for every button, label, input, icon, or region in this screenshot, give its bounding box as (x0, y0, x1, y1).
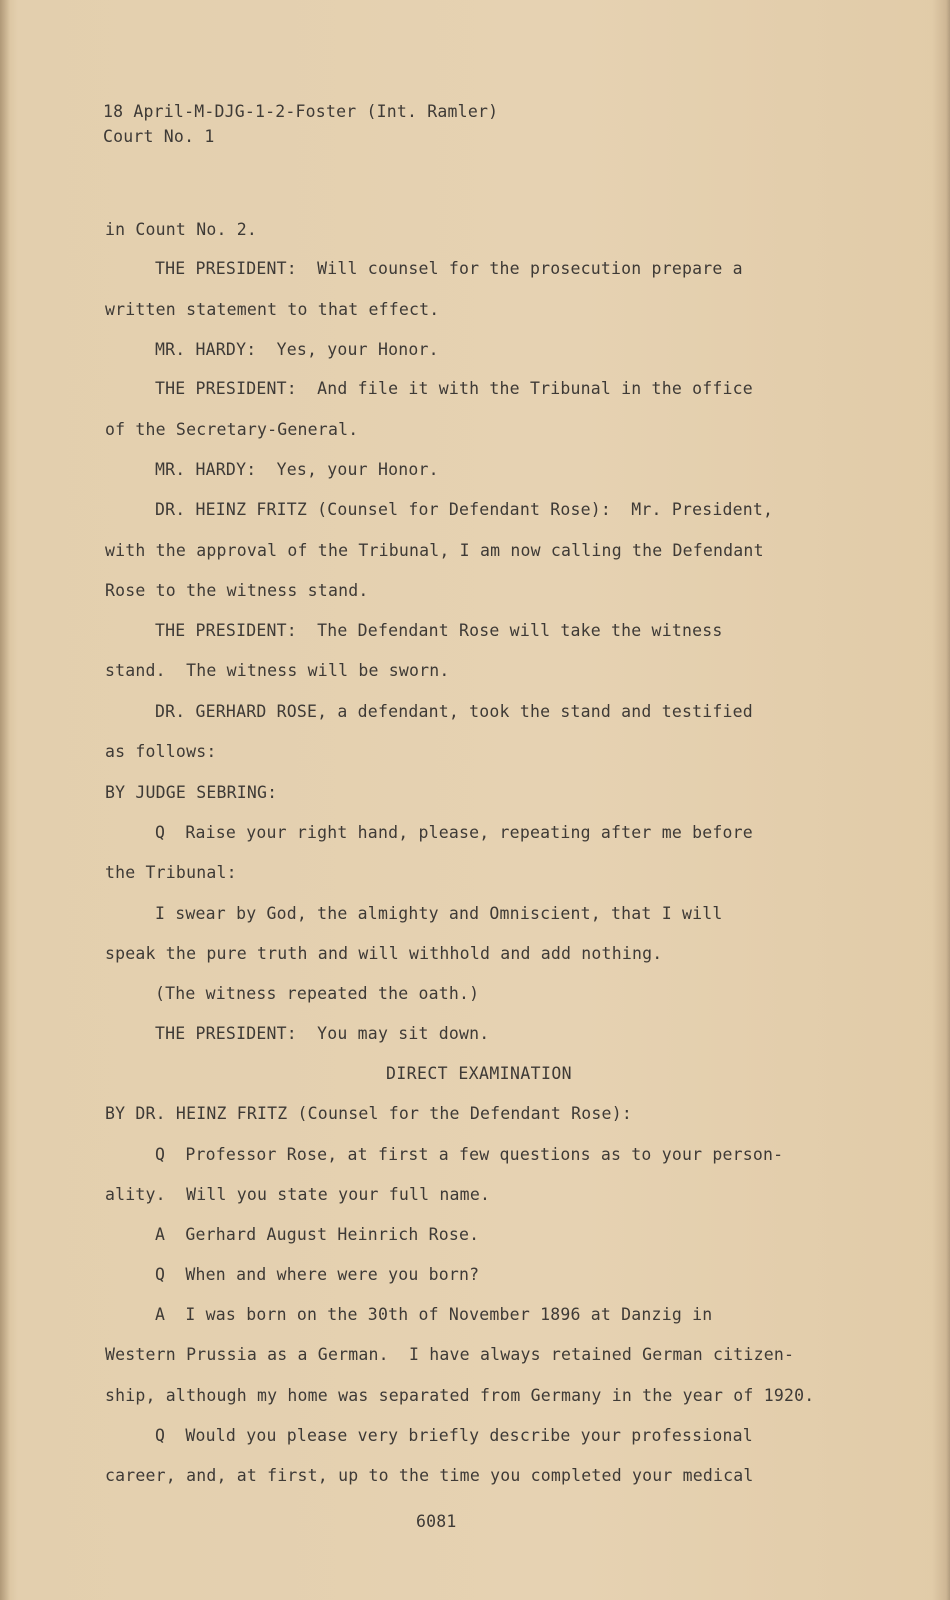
text-line: MR. HARDY: Yes, your Honor. (155, 460, 439, 479)
header-session-code: 18 April-M-DJG-1-2-Foster (Int. Ramler) (103, 102, 499, 121)
text-line: THE PRESIDENT: Will counsel for the prosecution prepare a (155, 259, 743, 278)
text-line: ality. Will you state your full name. (105, 1185, 491, 1204)
text-line: A Gerhard August Heinrich Rose. (155, 1225, 480, 1244)
text-line: BY DR. HEINZ FRITZ (Counsel for the Defendant Rose): (105, 1104, 632, 1123)
text-line: in Count No. 2. (105, 220, 258, 239)
text-line: Q When and where were you born? (155, 1265, 480, 1284)
text-line: Q Would you please very briefly describe your professional (155, 1426, 753, 1445)
text-line: career, and, at first, up to the time you completed your medical (105, 1466, 754, 1485)
text-line: ship, although my home was separated from Germany in the year of 1920. (105, 1386, 815, 1405)
page-number: 6081 (416, 1512, 457, 1531)
text-line: Rose to the witness stand. (105, 581, 369, 600)
text-line: THE PRESIDENT: The Defendant Rose will take the witness (155, 621, 723, 640)
text-line: I swear by God, the almighty and Omniscient, that I will (155, 904, 723, 923)
text-line: THE PRESIDENT: You may sit down. (155, 1024, 490, 1043)
text-line: as follows: (105, 742, 217, 761)
text-line: MR. HARDY: Yes, your Honor. (155, 340, 439, 359)
text-line: the Tribunal: (105, 863, 237, 882)
text-line: written statement to that effect. (105, 300, 440, 319)
text-line: of the Secretary-General. (105, 420, 359, 439)
text-line: DR. GERHARD ROSE, a defendant, took the stand and testified (155, 702, 753, 721)
text-line: THE PRESIDENT: And file it with the Tribunal in the office (155, 379, 753, 398)
text-line: Q Professor Rose, at first a few questions as to your person- (155, 1145, 784, 1164)
text-line: with the approval of the Tribunal, I am now calling the Defendant (105, 541, 764, 560)
section-heading: DIRECT EXAMINATION (386, 1064, 573, 1083)
text-line: Western Prussia as a German. I have always retained German citizen- (105, 1345, 795, 1364)
text-line: speak the pure truth and will withhold and add nothing. (105, 944, 663, 963)
text-line: DR. HEINZ FRITZ (Counsel for Defendant Rose): Mr. President, (155, 500, 774, 519)
header-court-number: Court No. 1 (103, 127, 215, 146)
text-line: A I was born on the 30th of November 1896 at Danzig in (155, 1305, 713, 1324)
text-line: stand. The witness will be sworn. (105, 661, 450, 680)
text-line: BY JUDGE SEBRING: (105, 783, 278, 802)
text-line: Q Raise your right hand, please, repeating after me before (155, 823, 753, 842)
text-line: (The witness repeated the oath.) (155, 984, 480, 1003)
